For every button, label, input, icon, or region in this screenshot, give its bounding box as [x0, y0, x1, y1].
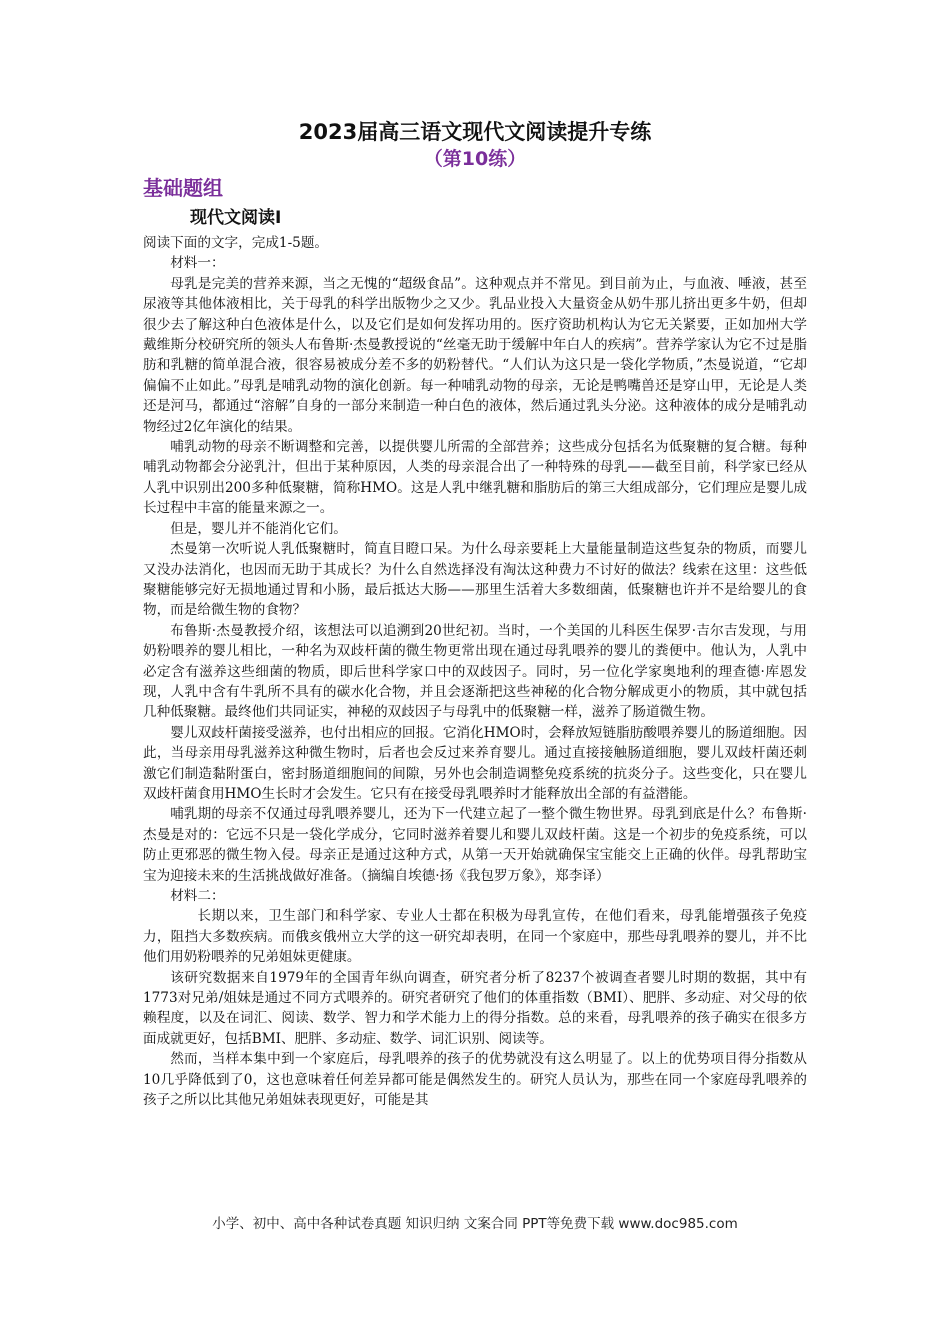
- material-one-paragraph: 婴儿双歧杆菌接受滋养，也付出相应的回报。它消化HMO时，会释放短链脂肪酸喂养婴儿的肠道细胞。因此，当母亲用母乳滋养这种微生物时，后者也会反过来养育婴儿。通过直接接触肠道细胞，婴儿双歧杆菌还刺激它们制造黏附蛋白，密封肠道细胞间的间隙，另外也会制造调整免疫系统的抗炎分子。这些变化，只在婴儿双歧杆菌食用HMO生长时才会发生。它只有在接受母乳喂养时才能释放出全部的有益潜能。: [143, 724, 807, 802]
- material-two-paragraph: 然而，当样本集中到一个家庭后，母乳喂养的孩子的优势就没有这么明显了。以上的优势项目得分指数从10几乎降低到了0，这也意味着任何差异都可能是偶然发生的。研究人员认为，那些在同一个家庭母乳喂养的孩子之所以比其他兄弟姐妹表现更好，可能是其: [143, 1051, 807, 1109]
- instruction-text: 阅读下面的文字，完成1-5题。: [143, 235, 329, 251]
- material-two-paragraph: 该研究数据来自1979年的全国青年纵向调查，研究者分析了8237个被调查者婴儿时期的数据，其中有1773对兄弟/姐妹是通过不同方式喂养的。研究者研究了他们的体重指数（BMI）、肥胖、多动症、对父母的依赖程度，以及在词汇、阅读、数学、智力和学术能力上的得分指数。总的来看，母乳喂养的孩子确实在很多方面成就更好，包括BMI、肥胖、多动症、数学、词汇识别、阅读等。: [143, 969, 807, 1047]
- section-heading: 基础题组: [143, 176, 223, 200]
- page-title: 2023届高三语文现代文阅读提升专练: [298, 120, 652, 144]
- reading-passage: [143, 233, 807, 1110]
- page-subtitle: （第10练）: [423, 148, 527, 170]
- material-two-label: 材料二：: [170, 888, 225, 904]
- material-one-paragraph: 杰曼第一次听说人乳低聚糖时，简直目瞪口呆。为什么母亲要耗上大量能量制造这些复杂的物质，而婴儿又没办法消化，也因而无助于其成长？为什么自然选择没有淘汰这种费力不讨好的做法？线索在这里：这些低聚糖能够完好无损地通过胃和小肠，最后抵达大肠——那里生活着大多数细菌，低聚糖也许并不是给婴儿的食物，而是给微生物的食物？: [143, 541, 807, 619]
- subsection-heading: 现代文阅读Ⅰ: [190, 208, 282, 228]
- material-one-paragraph: 布鲁斯·杰曼教授介绍，该想法可以追溯到20世纪初。当时，一个美国的儿科医生保罗·吉尔吉发现，与用奶粉喂养的婴儿相比，一种名为双歧杆菌的微生物更常出现在通过母乳喂养的婴儿的粪便中。他认为，人乳中必定含有滋养这些细菌的物质，即后世科学家口中的双歧因子。同时，另一位化学家奥地利的理查德·库恩发现，人乳中含有牛乳所不具有的碳水化合物，并且会逐渐把这些神秘的化合物分解成更小的物质，其中就包括几种低聚糖。最终他们共同证实，神秘的双歧因子与母乳中的低聚糖一样，滋养了肠道微生物。: [143, 622, 807, 721]
- material-one-label: 材料一：: [170, 255, 225, 272]
- material-one-paragraph: 但是，婴儿并不能消化它们。: [170, 520, 347, 537]
- material-two-paragraph: 长期以来，卫生部门和科学家、专业人士都在积极为母乳宣传，在他们看来，母乳能增强孩子免疫力，阻挡大多数疾病。而俄亥俄州立大学的这一研究却表明，在同一个家庭中，那些母乳喂养的婴儿，并不比他们用奶粉喂养的兄弟姐妹更健康。: [143, 908, 807, 966]
- material-one-paragraph: 哺乳动物的母亲不断调整和完善，以提供婴儿所需的全部营养；这些成分包括名为低聚糖的复合糖。每种哺乳动物都会分泌乳汁，但出于某种原因，人类的母亲混合出了一种特殊的母乳——截至目前，科学家已经从人乳中识别出200多种低聚糖，简称HMO。这是人乳中继乳糖和脂肪后的第三大组成部分，它们理应是婴儿成长过程中丰富的能量来源之一。: [143, 439, 807, 517]
- footer-banner: 小学、初中、高中各种试卷真题 知识归纳 文案合同 PPT等免费下载 www.doc985.com: [212, 1216, 738, 1232]
- material-one-paragraph: 哺乳期的母亲不仅通过母乳喂养婴儿，还为下一代建立起了一整个微生物世界。母乳到底是什么？布鲁斯·杰曼是对的：它远不只是一袋化学成分，它同时滋养着婴儿和婴儿双歧杆菌。这是一个初步的免疫系统，可以防止更邪恶的微生物入侵。母亲正是通过这种方式，从第一天开始就确保宝宝能交上正确的伙伴。母乳帮助宝宝为迎接未来的生活挑战做好准备。（摘编自埃德·扬《我包罗万象》，郑李译）: [143, 806, 807, 884]
- material-one-paragraph: 母乳是完美的营养来源，当之无愧的“超级食品”。这种观点并不常见。到目前为止，与血液、唾液，甚至尿液等其他体液相比，关于母乳的科学出版物少之又少。乳品业投入大量资金从奶牛那儿挤出更多牛奶，但却很少去了解这种白色液体是什么，以及它们是如何发挥功用的。医疗资助机构认为它无关紧要，正如加州大学戴维斯分校研究所的领头人布鲁斯·杰曼教授说的“丝毫无助于缓解中年白人的疾病”。营养学家认为它不过是脂肪和乳糖的简单混合液，很容易被成分差不多的奶粉替代。“人们认为这只是一袋化学物质，”杰曼说道，“它却偏偏不止如此。”母乳是哺乳动物的演化创新。每一种哺乳动物的母亲，无论是鸭嘴兽还是穿山甲，无论是人类还是河马，都通过“溶解”自身的一部分来制造一种白色的液体，然后通过乳头分泌。这种液体的成分是哺乳动物经过2亿年演化的结果。: [143, 275, 807, 435]
